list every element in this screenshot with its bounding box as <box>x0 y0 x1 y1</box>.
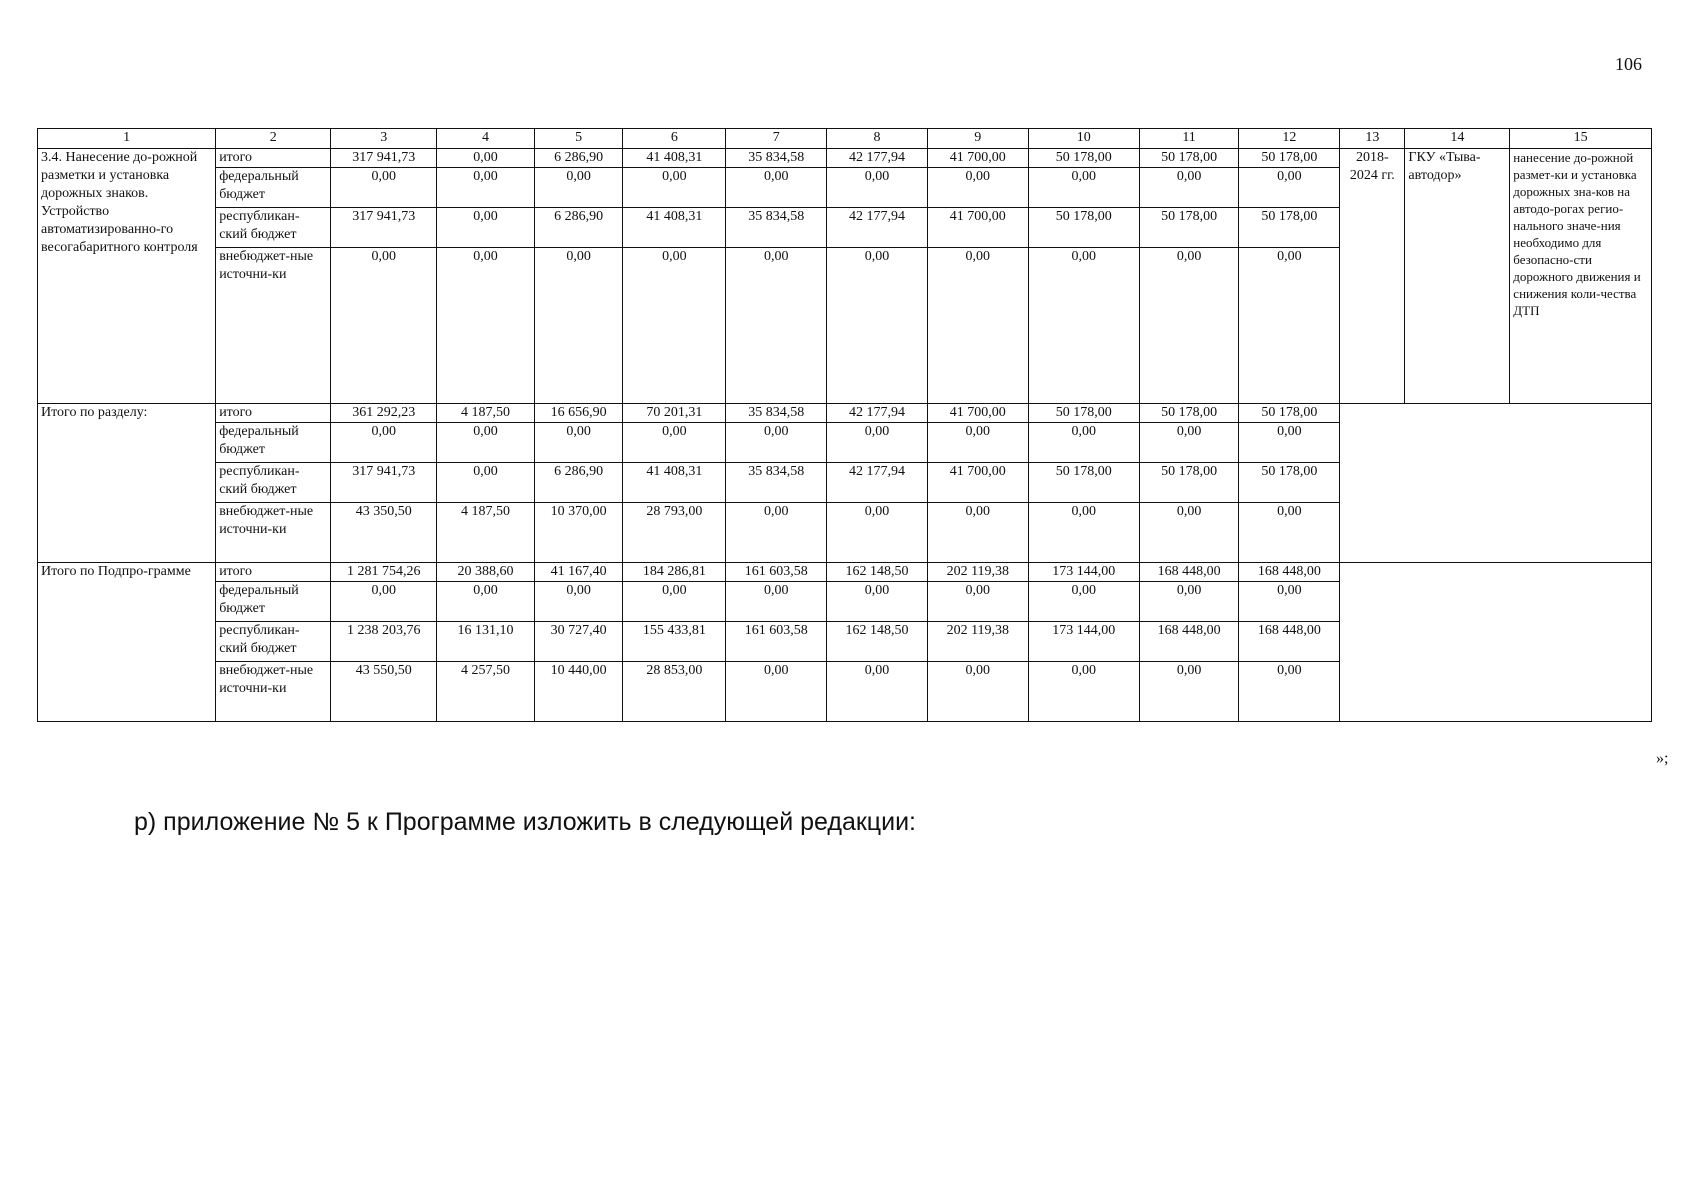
budget-table <box>37 128 1652 722</box>
value-cell: 28 853,00 <box>623 662 726 722</box>
value-cell: 10 370,00 <box>534 503 623 563</box>
value-cell: 0,00 <box>927 662 1028 722</box>
value-cell: 0,00 <box>726 662 827 722</box>
budget-table-container <box>37 128 1652 722</box>
value-cell: 0,00 <box>437 463 535 503</box>
value-cell: 0,00 <box>827 503 928 563</box>
value-cell: 42 177,94 <box>827 149 928 168</box>
funding-source: федеральный бюджет <box>216 582 331 622</box>
value-cell: 50 178,00 <box>1239 208 1340 248</box>
value-cell: 50 178,00 <box>1239 463 1340 503</box>
value-cell: 0,00 <box>437 168 535 208</box>
value-cell: 42 177,94 <box>827 208 928 248</box>
redaction-note: р) приложение № 5 к Программе изложить в следующей редакции: <box>134 808 916 836</box>
value-cell: 168 448,00 <box>1139 563 1239 582</box>
value-cell: 0,00 <box>437 582 535 622</box>
value-cell: 0,00 <box>827 423 928 463</box>
value-cell: 161 603,58 <box>726 622 827 662</box>
value-cell: 0,00 <box>331 248 437 404</box>
value-cell: 173 144,00 <box>1028 563 1139 582</box>
funding-source: республикан-ский бюджет <box>216 208 331 248</box>
value-cell: 168 448,00 <box>1239 563 1340 582</box>
value-cell: 0,00 <box>1028 168 1139 208</box>
value-cell: 50 178,00 <box>1139 463 1239 503</box>
value-cell: 50 178,00 <box>1139 149 1239 168</box>
value-cell: 35 834,58 <box>726 149 827 168</box>
value-cell: 0,00 <box>726 503 827 563</box>
value-cell: 0,00 <box>437 423 535 463</box>
value-cell: 1 281 754,26 <box>331 563 437 582</box>
value-cell: 4 187,50 <box>437 503 535 563</box>
value-cell: 41 408,31 <box>623 208 726 248</box>
value-cell: 0,00 <box>927 582 1028 622</box>
column-number: 15 <box>1510 129 1652 149</box>
funding-source: внебюджет-ные источни-ки <box>216 248 331 404</box>
value-cell: 42 177,94 <box>827 404 928 423</box>
section-name: Итого по разделу: <box>38 404 216 563</box>
value-cell: 0,00 <box>534 168 623 208</box>
result-cell: нанесение до-рожной размет-ки и установка дорожных зна-ков на автодо-рогах регио-нального значе-ния необходимо для безопасно-сти дорожного движения и снижения коли-чества ДТП <box>1510 149 1652 404</box>
value-cell: 0,00 <box>623 423 726 463</box>
value-cell: 317 941,73 <box>331 149 437 168</box>
value-cell: 0,00 <box>726 248 827 404</box>
value-cell: 0,00 <box>1139 582 1239 622</box>
value-cell: 50 178,00 <box>1028 404 1139 423</box>
value-cell: 41 700,00 <box>927 463 1028 503</box>
value-cell: 16 656,90 <box>534 404 623 423</box>
value-cell: 35 834,58 <box>726 404 827 423</box>
value-cell: 0,00 <box>437 208 535 248</box>
funding-source: итого <box>216 563 331 582</box>
value-cell: 50 178,00 <box>1239 149 1340 168</box>
value-cell: 35 834,58 <box>726 208 827 248</box>
funding-source: федеральный бюджет <box>216 168 331 208</box>
value-cell: 0,00 <box>1239 503 1340 563</box>
value-cell: 6 286,90 <box>534 208 623 248</box>
value-cell: 50 178,00 <box>1028 208 1139 248</box>
page-number: 106 <box>1615 54 1642 74</box>
column-number: 10 <box>1028 129 1139 149</box>
column-number: 9 <box>927 129 1028 149</box>
value-cell: 0,00 <box>1028 503 1139 563</box>
value-cell: 0,00 <box>1139 662 1239 722</box>
value-cell: 317 941,73 <box>331 463 437 503</box>
value-cell: 20 388,60 <box>437 563 535 582</box>
value-cell: 184 286,81 <box>623 563 726 582</box>
value-cell: 0,00 <box>437 149 535 168</box>
column-number: 3 <box>331 129 437 149</box>
funding-source: внебюджет-ные источни-ки <box>216 662 331 722</box>
value-cell: 42 177,94 <box>827 463 928 503</box>
column-number: 6 <box>623 129 726 149</box>
value-cell: 0,00 <box>1239 582 1340 622</box>
value-cell: 0,00 <box>331 423 437 463</box>
value-cell: 168 448,00 <box>1139 622 1239 662</box>
value-cell: 0,00 <box>623 248 726 404</box>
column-number: 1 <box>38 129 216 149</box>
column-number: 11 <box>1139 129 1239 149</box>
column-number: 7 <box>726 129 827 149</box>
value-cell: 41 408,31 <box>623 149 726 168</box>
value-cell: 0,00 <box>1139 248 1239 404</box>
value-cell: 0,00 <box>534 582 623 622</box>
value-cell: 173 144,00 <box>1028 622 1139 662</box>
value-cell: 6 286,90 <box>534 463 623 503</box>
value-cell: 0,00 <box>1139 503 1239 563</box>
column-number: 14 <box>1405 129 1510 149</box>
value-cell: 0,00 <box>927 248 1028 404</box>
funding-source: итого <box>216 404 331 423</box>
empty-cell <box>1340 404 1652 563</box>
empty-cell <box>1340 563 1652 722</box>
funding-source: внебюджет-ные источни-ки <box>216 503 331 563</box>
value-cell: 162 148,50 <box>827 563 928 582</box>
closing-mark: »; <box>1656 750 1669 767</box>
value-cell: 50 178,00 <box>1239 404 1340 423</box>
value-cell: 50 178,00 <box>1139 208 1239 248</box>
value-cell: 317 941,73 <box>331 208 437 248</box>
value-cell: 41 167,40 <box>534 563 623 582</box>
value-cell: 10 440,00 <box>534 662 623 722</box>
column-number: 5 <box>534 129 623 149</box>
section-name: Итого по Подпро-грамме <box>38 563 216 722</box>
value-cell: 43 350,50 <box>331 503 437 563</box>
column-number: 8 <box>827 129 928 149</box>
column-number: 12 <box>1239 129 1340 149</box>
value-cell: 0,00 <box>534 248 623 404</box>
value-cell: 41 700,00 <box>927 149 1028 168</box>
value-cell: 6 286,90 <box>534 149 623 168</box>
value-cell: 0,00 <box>827 662 928 722</box>
value-cell: 0,00 <box>927 423 1028 463</box>
value-cell: 0,00 <box>623 582 726 622</box>
column-number: 2 <box>216 129 331 149</box>
value-cell: 161 603,58 <box>726 563 827 582</box>
value-cell: 41 408,31 <box>623 463 726 503</box>
value-cell: 0,00 <box>1139 423 1239 463</box>
value-cell: 0,00 <box>331 168 437 208</box>
value-cell: 0,00 <box>726 168 827 208</box>
value-cell: 0,00 <box>534 423 623 463</box>
value-cell: 361 292,23 <box>331 404 437 423</box>
value-cell: 0,00 <box>1239 662 1340 722</box>
value-cell: 70 201,31 <box>623 404 726 423</box>
executor-cell: ГКУ «Тыва-автодор» <box>1405 149 1510 404</box>
value-cell: 41 700,00 <box>927 404 1028 423</box>
header-row <box>38 129 1652 149</box>
value-cell: 0,00 <box>927 168 1028 208</box>
value-cell: 4 187,50 <box>437 404 535 423</box>
value-cell: 0,00 <box>623 168 726 208</box>
value-cell: 0,00 <box>1239 248 1340 404</box>
funding-source: итого <box>216 149 331 168</box>
value-cell: 43 550,50 <box>331 662 437 722</box>
value-cell: 0,00 <box>827 582 928 622</box>
value-cell: 202 119,38 <box>927 563 1028 582</box>
value-cell: 0,00 <box>1028 662 1139 722</box>
period-cell: 2018-2024 гг. <box>1340 149 1405 404</box>
value-cell: 16 131,10 <box>437 622 535 662</box>
value-cell: 162 148,50 <box>827 622 928 662</box>
value-cell: 0,00 <box>827 248 928 404</box>
value-cell: 50 178,00 <box>1139 404 1239 423</box>
value-cell: 0,00 <box>1028 248 1139 404</box>
table-row <box>38 149 1652 168</box>
value-cell: 30 727,40 <box>534 622 623 662</box>
section-name: 3.4. Нанесение до-рожной разметки и установка дорожных знаков. Устройство автоматизированно-го весогабаритного контроля <box>38 149 216 404</box>
value-cell: 155 433,81 <box>623 622 726 662</box>
value-cell: 28 793,00 <box>623 503 726 563</box>
value-cell: 0,00 <box>726 582 827 622</box>
value-cell: 50 178,00 <box>1028 463 1139 503</box>
funding-source: республикан-ский бюджет <box>216 463 331 503</box>
value-cell: 0,00 <box>1239 168 1340 208</box>
value-cell: 0,00 <box>927 503 1028 563</box>
table-body <box>38 129 1652 722</box>
value-cell: 0,00 <box>331 582 437 622</box>
table-row <box>38 404 1652 423</box>
value-cell: 168 448,00 <box>1239 622 1340 662</box>
value-cell: 0,00 <box>1239 423 1340 463</box>
value-cell: 202 119,38 <box>927 622 1028 662</box>
value-cell: 41 700,00 <box>927 208 1028 248</box>
funding-source: республикан-ский бюджет <box>216 622 331 662</box>
value-cell: 0,00 <box>1028 582 1139 622</box>
value-cell: 4 257,50 <box>437 662 535 722</box>
value-cell: 0,00 <box>1139 168 1239 208</box>
value-cell: 35 834,58 <box>726 463 827 503</box>
value-cell: 0,00 <box>827 168 928 208</box>
table-row <box>38 563 1652 582</box>
column-number: 4 <box>437 129 535 149</box>
value-cell: 50 178,00 <box>1028 149 1139 168</box>
value-cell: 0,00 <box>726 423 827 463</box>
value-cell: 1 238 203,76 <box>331 622 437 662</box>
value-cell: 0,00 <box>437 248 535 404</box>
column-number: 13 <box>1340 129 1405 149</box>
value-cell: 0,00 <box>1028 423 1139 463</box>
funding-source: федеральный бюджет <box>216 423 331 463</box>
